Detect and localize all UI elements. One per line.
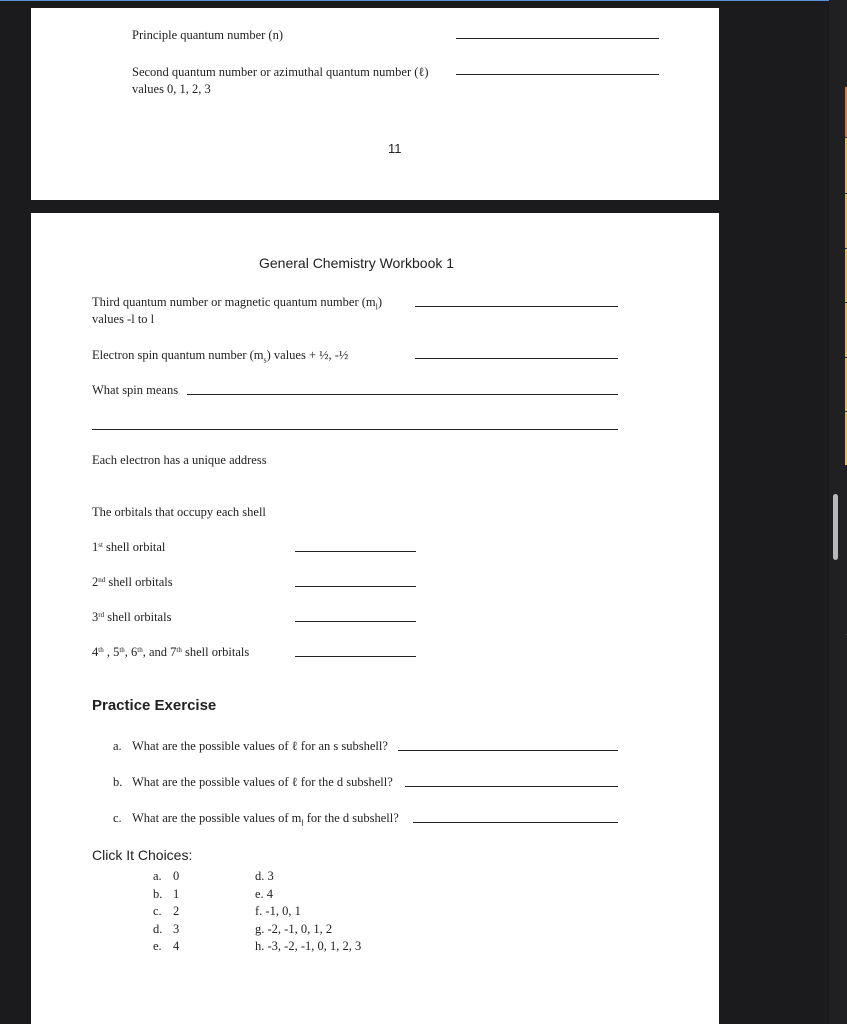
shell-2-label: 2nd shell orbitals: [92, 575, 173, 589]
orbitals-intro-text: The orbitals that occupy each shell: [92, 505, 266, 519]
choice-right-h[interactable]: h. -3, -2, -1, 0, 1, 2, 3: [255, 939, 362, 953]
choice-right-g[interactable]: g. -2, -1, 0, 1, 2: [255, 922, 333, 936]
answer-blank-principle[interactable]: [456, 38, 659, 39]
answer-blank-question-a[interactable]: [398, 750, 618, 751]
choice-right-f[interactable]: f. -1, 0, 1: [255, 904, 301, 918]
scrollbar-thumb[interactable]: [833, 494, 838, 560]
question-c-text: What are the possible values of $m_l$ for the d subshell?: [132, 811, 399, 828]
answer-blank-shell-2[interactable]: [295, 586, 416, 587]
answer-blank-shell-4-7[interactable]: [295, 656, 416, 657]
question-a-text: What are the possible values of ℓ for an s subshell?: [132, 739, 388, 753]
second-quantum-values: values 0, 1, 2, 3: [132, 82, 211, 96]
choice-left-c-letter: c.: [153, 904, 162, 918]
top-accent-line: [0, 0, 830, 1]
question-c-letter: c.: [113, 811, 122, 825]
spin-quantum-label: Electron spin quantum number $(m_s)$ values + ½, -½: [92, 348, 349, 365]
shell-1-label: 1st shell orbital: [92, 540, 166, 554]
answer-blank-question-c[interactable]: [413, 822, 618, 823]
question-b-letter: b.: [113, 775, 123, 789]
choice-left-a-value[interactable]: 0: [173, 869, 180, 883]
choice-right-d[interactable]: d. 3: [255, 869, 274, 883]
spin-means-label: What spin means: [92, 383, 179, 397]
page-header: General Chemistry Workbook 1: [259, 255, 455, 271]
question-a-letter: a.: [113, 739, 122, 753]
answer-blank-spin-means-2[interactable]: [92, 429, 618, 430]
answer-blank-shell-1[interactable]: [295, 551, 416, 552]
practice-exercise-heading: Practice Exercise: [92, 697, 217, 714]
principle-quantum-label: Principle quantum number (n): [132, 28, 284, 42]
choice-left-d-value[interactable]: 3: [173, 922, 180, 936]
choice-left-e-value[interactable]: 4: [173, 939, 180, 953]
answer-blank-second[interactable]: [456, 74, 659, 75]
choice-left-c-value[interactable]: 2: [173, 904, 180, 918]
answer-blank-spin[interactable]: [415, 358, 618, 359]
third-quantum-label: Third quantum number or magnetic quantum number $(m_l)$: [92, 295, 383, 312]
third-quantum-values: values -l to l: [92, 312, 155, 326]
choice-left-b-letter: b.: [153, 887, 163, 901]
answer-blank-spin-means-1[interactable]: [187, 394, 618, 395]
click-it-choices-heading: Click It Choices:: [92, 847, 193, 863]
choice-right-e[interactable]: e. 4: [255, 887, 274, 901]
choice-left-d-letter: d.: [153, 922, 163, 936]
answer-blank-question-b[interactable]: [405, 786, 618, 787]
second-quantum-label: Second quantum number or azimuthal quantum number (ℓ): [132, 65, 429, 79]
choice-left-a-letter: a.: [153, 869, 162, 883]
unique-address-text: Each electron has a unique address: [92, 453, 267, 467]
side-tab-strip: [829, 0, 847, 1024]
choice-left-b-value[interactable]: 1: [173, 887, 180, 901]
shell-4-7-label: 4th , 5th, 6th, and 7th shell orbitals: [92, 645, 250, 659]
answer-blank-shell-3[interactable]: [295, 621, 416, 622]
choice-left-e-letter: e.: [153, 939, 162, 953]
page-number: 11: [388, 141, 402, 156]
document-page-11: [31, 8, 719, 200]
answer-blank-third[interactable]: [415, 306, 618, 307]
shell-3-label: 3rd shell orbitals: [92, 610, 172, 624]
document-page-12: [31, 213, 719, 1024]
question-b-text: What are the possible values of ℓ for the d subshell?: [132, 775, 393, 789]
